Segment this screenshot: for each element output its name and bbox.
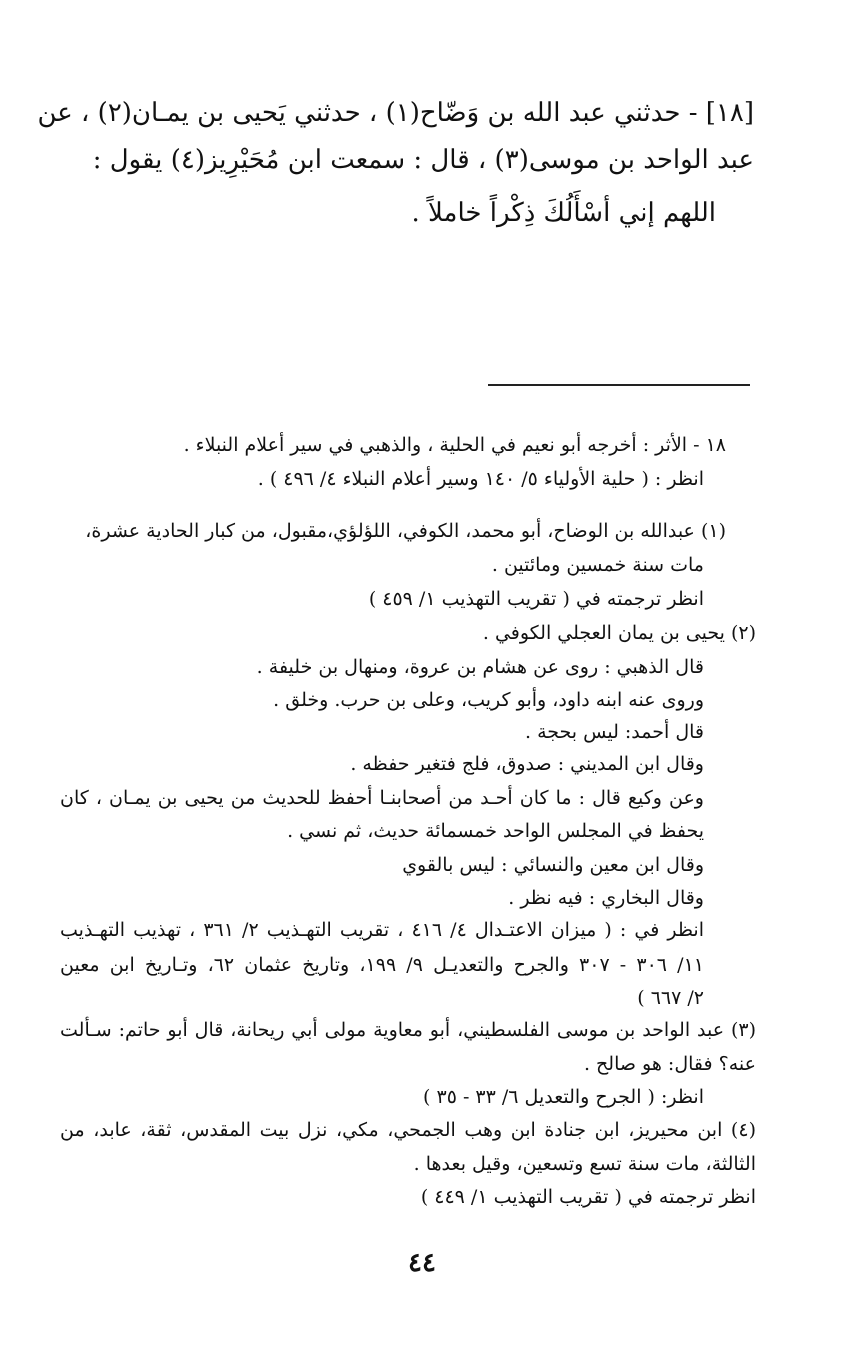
footnote-2-line-1: (٢) يحيى بن يمان العجلي الكوفي . <box>482 622 756 644</box>
footnote-2-line-12: ٢/ ٦٦٧ ) <box>637 987 704 1009</box>
footnote-2-line-2: قال الذهبي : روى عن هشام بن عروة، ومنهال بن خليفة . <box>256 656 704 678</box>
footnote-2-line-4: قال أحمد: ليس بحجة . <box>524 721 704 743</box>
footnote-2-line-11: ١١/ ٣٠٦ - ٣٠٧ والجرح والتعديـل ٩/ ١٩٩، وتاريخ عثمان ٦٢، وتـاريخ ابن معين <box>60 954 704 976</box>
footnote-2-line-7: يحفظ في المجلس الواحد خمسمائة حديث، ثم نسي . <box>287 820 704 842</box>
footnote-athar-line-1: ١٨ - الأثر : أخرجه أبو نعيم في الحلية ، والذهبي في سير أعلام النبلاء . <box>183 434 726 456</box>
footnote-1-line-1: (١) عبدالله بن الوضاح، أبو محمد، الكوفي، اللؤلؤي،مقبول، من كبار الحادية عشرة، <box>85 520 726 542</box>
footnote-1-line-3: انظر ترجمته في ( تقريب التهذيب ١/ ٤٥٩ ) <box>368 588 704 610</box>
main-line-2: عبد الواحد بن موسى(٣) ، قال : سمعت ابن مُحَيْرِيز(٤) يقول : <box>92 145 754 175</box>
page-number: ٤٤ <box>408 1248 436 1278</box>
footnote-2-line-10: انظر في : ( ميزان الاعتـدال ٤/ ٤١٦ ، تقريب التهـذيب ٢/ ٣٦١ ، تهذيب التهـذيب <box>60 919 704 941</box>
footnote-4-line-2: الثالثة، مات سنة تسع وتسعين، وقيل بعدها . <box>413 1153 756 1175</box>
footnote-2-line-5: وقال ابن المديني : صدوق، فلج فتغير حفظه . <box>350 753 704 775</box>
footnote-athar-line-2: انظر : ( حلية الأولياء ٥/ ١٤٠ وسير أعلام النبلاء ٤/ ٤٩٦ ) . <box>257 468 704 490</box>
footnote-2-line-3: وروى عنه ابنه داود، وأبو كريب، وعلى بن حرب. وخلق . <box>273 689 704 711</box>
footnote-separator <box>488 384 750 386</box>
footnote-2-line-8: وقال ابن معين والنسائي : ليس بالقوي <box>402 854 704 876</box>
footnote-4-line-1: (٤) ابن محيريز، ابن جنادة ابن وهب الجمحي، مكي، نزل بيت المقدس، ثقة، عابد، من <box>60 1119 756 1141</box>
main-line-3: اللهم إني أسْأَلُكَ ذِكْراً خاملاً . <box>411 198 716 228</box>
footnote-3-line-3: انظر: ( الجرح والتعديل ٦/ ٣٣ - ٣٥ ) <box>423 1086 704 1108</box>
main-line-1: [١٨] - حدثني عبد الله بن وَضّاح(١) ، حدثني يَحيى بن يمـان(٢) ، عن <box>37 98 754 128</box>
footnote-1-line-2: مات سنة خمسين ومائتين . <box>491 554 704 576</box>
footnote-4-line-3: انظر ترجمته في ( تقريب التهذيب ١/ ٤٤٩ ) <box>420 1186 756 1208</box>
footnote-3-line-2: عنه؟ فقال: هو صالح . <box>583 1053 756 1075</box>
footnote-2-line-6: وعن وكيع قال : ما كان أحـد من أصحابنـا أحفظ للحديث من يحيى بن يمـان ، كان <box>60 787 704 809</box>
footnote-3-line-1: (٣) عبد الواحد بن موسى الفلسطيني، أبو معاوية مولى أبي ريحانة، قال أبو حاتم: سـألت <box>60 1019 756 1041</box>
footnote-2-line-9: وقال البخاري : فيه نظر . <box>508 887 704 909</box>
